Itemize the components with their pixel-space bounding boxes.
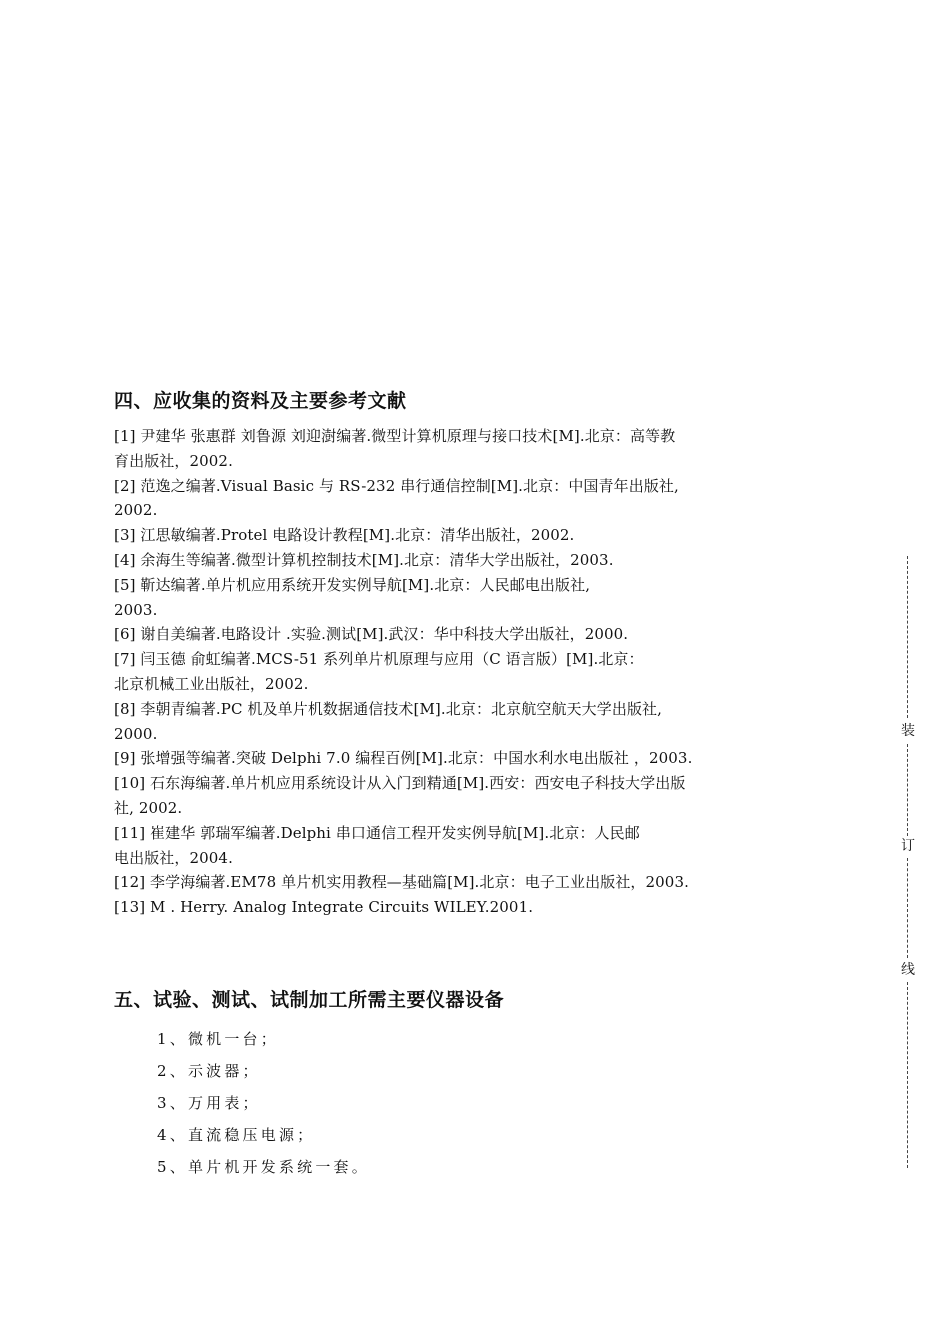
reference-line: 2003. bbox=[114, 600, 158, 619]
binding-margin-line bbox=[898, 556, 918, 1168]
equipment-list bbox=[157, 1028, 370, 1188]
reference-line: [2] 范逸之编著.Visual Basic 与 RS-232 串行通信控制[M].北京：中国青年出版社, bbox=[114, 476, 679, 495]
binding-dash-segment bbox=[907, 982, 908, 1168]
equipment-item: 1、微机一台； bbox=[157, 1030, 279, 1048]
binding-dash-segment bbox=[907, 744, 908, 836]
reference-line: 2002. bbox=[114, 501, 158, 520]
equipment-item: 4、直流稳压电源； bbox=[157, 1126, 316, 1144]
equipment-item: 2、示波器； bbox=[157, 1062, 261, 1080]
reference-line: 北京机械工业出版社，2002. bbox=[114, 674, 309, 693]
equipment-item: 3、万用表； bbox=[157, 1094, 261, 1112]
binding-dash-segment bbox=[907, 858, 908, 958]
reference-line: [4] 余海生等编著.微型计算机控制技术[M].北京：清华大学出版社，2003. bbox=[114, 550, 614, 569]
section-5-heading: 五、试验、测试、试制加工所需主要仪器设备 bbox=[114, 989, 505, 1011]
reference-line: 育出版社，2002. bbox=[114, 451, 233, 470]
reference-line: [11] 崔建华 郭瑞军编著.Delphi 串口通信工程开发实例导航[M].北京：人民邮 bbox=[114, 823, 640, 842]
binding-mark-xian: 线 bbox=[898, 961, 918, 979]
binding-mark-zhuang: 装 bbox=[898, 722, 918, 740]
reference-line: [6] 谢自美编著.电路设计 .实验.测试[M].武汉：华中科技大学出版社，2000. bbox=[114, 625, 629, 644]
reference-line: [7] 闫玉德 俞虹编著.MCS-51 系列单片机原理与应用（C 语言版）[M].北京： bbox=[114, 650, 644, 669]
reference-line: [9] 张增强等编著.突破 Delphi 7.0 编程百例[M].北京：中国水利水电出版社 ，2003. bbox=[114, 749, 693, 768]
reference-line: 2000. bbox=[114, 724, 158, 743]
reference-line: 电出版社，2004. bbox=[114, 848, 233, 867]
reference-line: [10] 石东海编著.单片机应用系统设计从入门到精通[M].西安：西安电子科技大学出版 bbox=[114, 774, 686, 793]
binding-dash-segment bbox=[907, 556, 908, 718]
reference-line: [13] M . Herry. Analog Integrate Circuits WILEY.2001. bbox=[114, 898, 534, 917]
reference-line: [5] 靳达编著.单片机应用系统开发实例导航[M].北京：人民邮电出版社, bbox=[114, 575, 591, 594]
reference-line: [1] 尹建华 张惠群 刘鲁源 刘迎澍编著.微型计算机原理与接口技术[M].北京：高等教 bbox=[114, 427, 676, 445]
reference-line: [3] 江思敏编著.Protel 电路设计教程[M].北京：清华出版社，2002. bbox=[114, 526, 575, 545]
binding-mark-ding: 订 bbox=[898, 837, 918, 855]
equipment-item: 5、单片机开发系统一套。 bbox=[157, 1158, 370, 1176]
reference-list bbox=[114, 424, 844, 920]
reference-line: 社, 2002. bbox=[114, 798, 183, 817]
reference-line: [8] 李朝青编著.PC 机及单片机数据通信技术[M].北京：北京航空航天大学出版社, bbox=[114, 699, 663, 718]
reference-line: [12] 李学海编著.EM78 单片机实用教程—基础篇[M].北京：电子工业出版社，2003. bbox=[114, 873, 689, 892]
section-4-heading: 四、应收集的资料及主要参考文献 bbox=[114, 390, 407, 412]
